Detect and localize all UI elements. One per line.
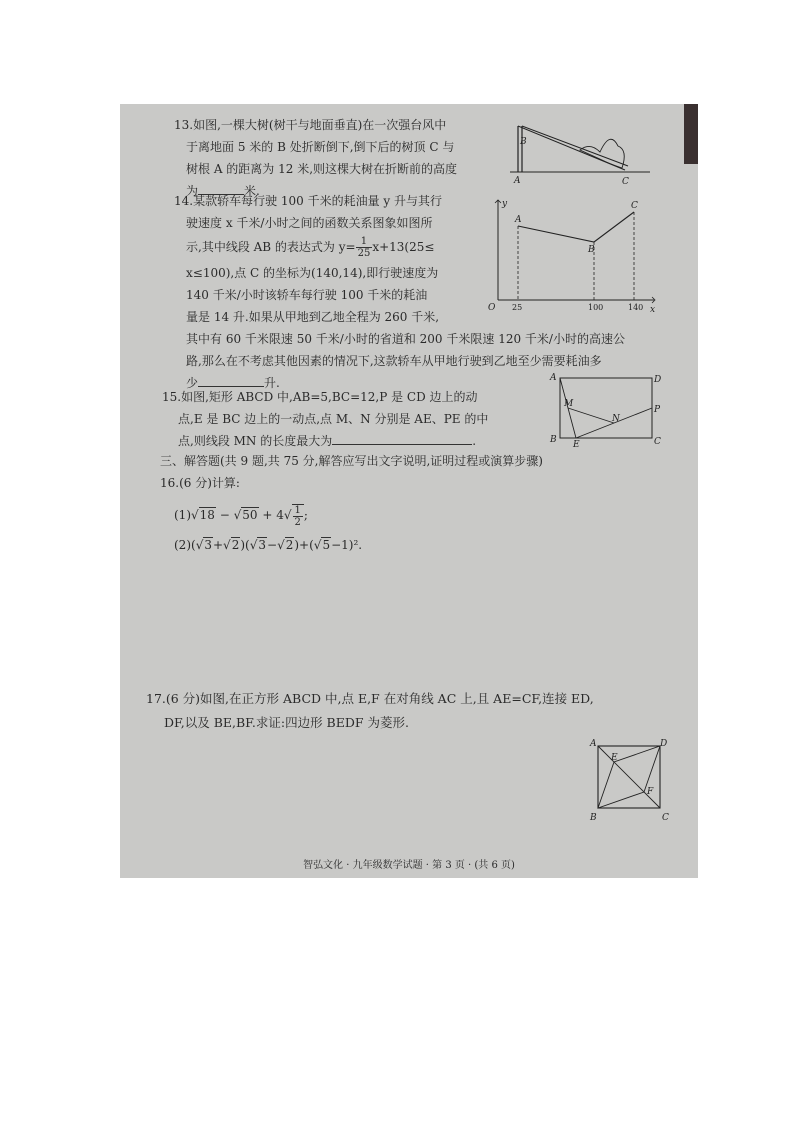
q14-answer-blank[interactable] bbox=[198, 373, 264, 387]
q14-axis-y: y bbox=[502, 199, 508, 209]
q15-tail-post: . bbox=[472, 434, 477, 448]
q13-tail-post: 米. bbox=[244, 184, 260, 198]
q16-p2-root5: 5 bbox=[322, 538, 331, 552]
q14-line-2: 驶速度 x 千米/小时之间的函数关系图象如图所 bbox=[186, 216, 433, 230]
q15-label-c: C bbox=[654, 437, 661, 447]
section-3-heading: 三、解答题(共 9 题,共 75 分,解答应写出文字说明,证明过程或演算步骤) bbox=[160, 454, 543, 468]
q15-label-e: E bbox=[573, 440, 580, 450]
q15-line-1: 15.如图,矩形 ABCD 中,AB=5,BC=12,P 是 CD 边上的动 bbox=[162, 390, 478, 404]
q17-label-b: B bbox=[590, 813, 597, 823]
q16-part-1: (1)√18 − √50 + 4√ $\frac{1}{2}$ ; bbox=[174, 504, 308, 528]
q16-p1-frac-num: 1 bbox=[294, 504, 301, 516]
q15-label-n: N bbox=[612, 414, 620, 424]
q17-label-d: D bbox=[660, 739, 668, 749]
q16-p2-f: −1)². bbox=[331, 538, 363, 552]
q14-point-b: B bbox=[588, 245, 595, 255]
q14-fuel-chart bbox=[484, 194, 660, 314]
q13-label-c: C bbox=[622, 177, 629, 187]
q14-line-6: 量是 14 升.如果从甲地到乙地全程为 260 千米, bbox=[186, 310, 440, 324]
q15-line-2: 点,E 是 BC 边上的一动点,点 M、N 分别是 AE、PE 的中 bbox=[178, 412, 489, 426]
q16-p1-fraction bbox=[292, 504, 304, 528]
q16-p1-pre: (1) bbox=[174, 508, 191, 522]
q16-p2-a: (2)( bbox=[174, 538, 196, 552]
q14-line-3 bbox=[186, 236, 434, 259]
q16-p1-root2: 50 bbox=[242, 508, 258, 522]
q13-tail-pre: 为 bbox=[186, 184, 199, 198]
q13-line-1: 13.如图,一棵大树(树干与地面垂直)在一次强台风中 bbox=[174, 118, 447, 132]
q14-line3-pre: 示,其中线段 AB 的表达式为 y= bbox=[186, 240, 356, 254]
q13-line-3: 树根 A 的距离为 12 米,则这棵大树在折断前的高度 bbox=[186, 162, 458, 176]
q16-p2-b: + bbox=[212, 538, 224, 552]
q17-label-f: F bbox=[647, 787, 654, 797]
q15-label-a: A bbox=[550, 373, 557, 383]
q13-label-a: A bbox=[514, 176, 521, 186]
q14-line-5: 140 千米/小时该轿车每行驶 100 千米的耗油 bbox=[186, 288, 428, 302]
q15-rectangle-figure bbox=[550, 372, 662, 450]
q14-line-4: x≤100),点 C 的坐标为(140,14),即行驶速度为 bbox=[186, 266, 439, 280]
q17-line-1: 17.(6 分)如图,在正方形 ABCD 中,点 E,F 在对角线 AC 上,且 AE=CF,连接 ED, bbox=[146, 691, 594, 706]
q17-square-figure bbox=[586, 738, 672, 822]
q15-label-d: D bbox=[654, 375, 662, 385]
q16-part-2: (2)(√3+√2)(√3−√2)+(√5−1)². bbox=[174, 538, 363, 552]
q14-frac-den: 25 bbox=[357, 248, 371, 259]
q14-line-1: 14.某款轿车每行驶 100 千米的耗油量 y 升与其行 bbox=[174, 194, 443, 208]
q16-p1-frac-den: 2 bbox=[294, 516, 301, 528]
q16-p2-root3: 3 bbox=[258, 538, 267, 552]
q16-p2-root1: 3 bbox=[204, 538, 212, 552]
q14-tick-25: 25 bbox=[512, 303, 523, 312]
q15-label-p: P bbox=[654, 405, 661, 415]
q16-title: 16.(6 分)计算: bbox=[160, 476, 240, 490]
q17-line-2: DF,以及 BE,BF.求证:四边形 BEDF 为菱形. bbox=[164, 715, 410, 730]
q14-point-a: A bbox=[515, 215, 522, 225]
q16-p1-root1: 18 bbox=[199, 508, 215, 522]
q15-label-m: M bbox=[564, 399, 574, 409]
q14-line-8: 路,那么在不考虑其他因素的情况下,这款轿车从甲地行驶到乙地至少需要耗油多 bbox=[186, 354, 602, 368]
q13-label-b: B bbox=[520, 137, 527, 147]
q14-axis-x: x bbox=[650, 305, 656, 315]
q16-p2-root2: 2 bbox=[231, 538, 240, 552]
q14-tick-100: 100 bbox=[588, 303, 604, 312]
q15-tail-pre: 点,则线段 MN 的长度最大为 bbox=[178, 434, 333, 448]
q14-line-7: 其中有 60 千米限速 50 千米/小时的省道和 200 千米限速 120 千米/小时的高速公 bbox=[186, 332, 625, 346]
q14-line3-post: x+13(25≤ bbox=[372, 240, 435, 254]
q16-p2-e: )+( bbox=[294, 538, 314, 552]
exam-page bbox=[120, 104, 698, 878]
q16-p1-mid: − bbox=[215, 508, 234, 522]
page-footer: 智弘文化 · 九年级数学试题 · 第 3 页 · (共 6 页) bbox=[303, 860, 515, 871]
q16-p1-mid2: + 4 bbox=[258, 508, 284, 522]
q17-label-a: A bbox=[590, 739, 597, 749]
q15-label-b: B bbox=[550, 435, 557, 445]
q14-fraction bbox=[356, 236, 373, 259]
q14-frac-num: 1 bbox=[356, 236, 373, 248]
q14-point-c: C bbox=[631, 201, 638, 211]
q13-tree-figure bbox=[510, 120, 660, 188]
q17-label-e: E bbox=[611, 753, 618, 763]
q13-line-2: 于离地面 5 米的 B 处折断倒下,倒下后的树顶 C 与 bbox=[186, 140, 455, 154]
q16-p2-root4: 2 bbox=[285, 538, 294, 552]
q14-tick-140: 140 bbox=[628, 303, 644, 312]
q14-tail-pre: 少 bbox=[186, 376, 199, 390]
q17-label-c: C bbox=[662, 813, 669, 823]
q16-p2-d: − bbox=[267, 538, 278, 552]
q15-answer-blank[interactable] bbox=[332, 431, 472, 445]
q15-line-3 bbox=[178, 430, 476, 452]
q14-origin: O bbox=[488, 303, 496, 313]
q16-p2-c: )( bbox=[240, 538, 250, 552]
q14-tail-post: 升. bbox=[264, 376, 280, 390]
q16-p1-end: ; bbox=[303, 508, 308, 522]
